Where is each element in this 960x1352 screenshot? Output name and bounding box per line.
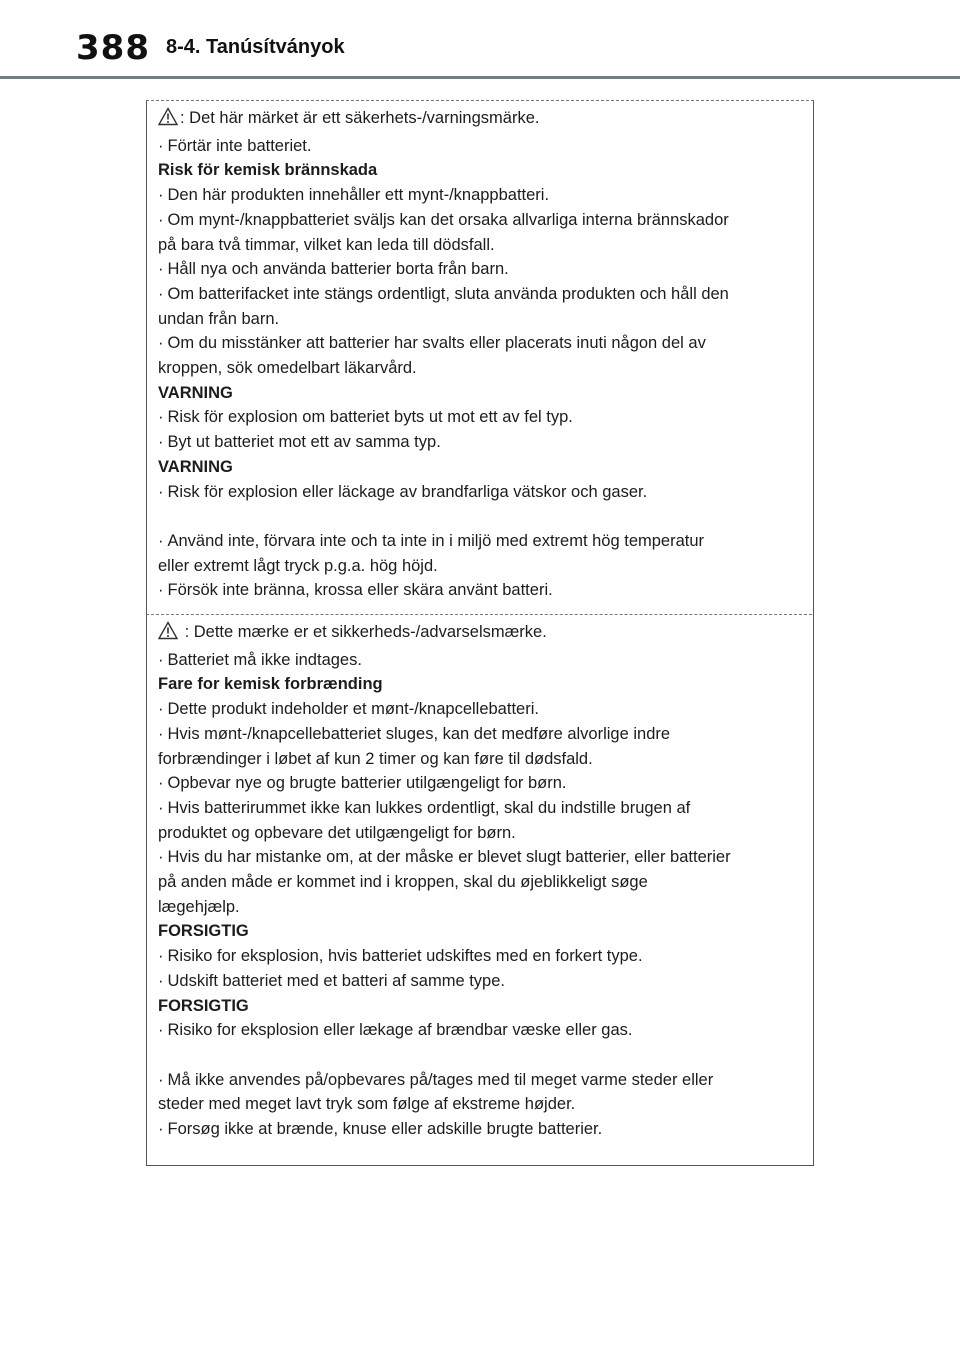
bullet-item [158, 134, 798, 159]
bullet-dot: · [158, 1120, 164, 1139]
warning-heading: FORSIGTIG [158, 996, 249, 1015]
bullet-item [158, 480, 798, 505]
bullet-dot: · [158, 334, 164, 353]
continuation-line: produktet og opbevare det utilgængeligt for børn. [158, 823, 516, 842]
bullet-dot: · [158, 581, 164, 600]
bullet-dot: · [158, 774, 164, 793]
bullet-text: Förtär inte batteriet. [167, 136, 312, 155]
bullet-text: Må ikke anvendes på/opbevares på/tages med til meget varme steder eller [167, 1070, 714, 1089]
bullet-text: Hvis batterirummet ikke kan lukkes ordentligt, skal du indstille brugen af [167, 798, 691, 817]
bullet-dot: · [158, 1021, 164, 1040]
warning-heading: VARNING [158, 383, 233, 402]
bullet-item [158, 697, 798, 722]
bullet-text: Håll nya och använda batterier borta från barn. [167, 260, 509, 279]
bullet-dot: · [158, 482, 164, 501]
bullet-text: Risk för explosion eller läckage av brandfarliga vätskor och gaser. [167, 482, 648, 501]
bullet-dot: · [158, 531, 164, 550]
continuation-line: steder med meget lavt tryk som følge af ekstreme højder. [158, 1095, 576, 1114]
continuation-line: forbrændinger i løbet af kun 2 timer og kan føre til dødsfald. [158, 749, 593, 768]
bullet-text: Försök inte bränna, krossa eller skära använt batteri. [167, 581, 553, 600]
page-header [0, 0, 960, 80]
warning-triangle-icon [158, 107, 178, 134]
section-divider [146, 614, 812, 615]
swedish-warning-text: : Det här märket är ett säkerhets-/varningsmärke. [180, 109, 540, 127]
bullet-text: Om mynt-/knappbatteriet sväljs kan det orsaka allvarliga interna brännskador [167, 210, 729, 229]
bullet-dot: · [158, 724, 164, 743]
bullet-item [158, 1117, 798, 1142]
bullet-text: Om batterifacket inte stängs ordentligt, sluta använda produkten och håll den [167, 284, 729, 303]
danish-lines [158, 648, 798, 1142]
section-title: 8-4. Tanúsítványok [166, 36, 345, 58]
bullet-text: Risiko for eksplosion, hvis batteriet udskiftes med en forkert type. [167, 947, 643, 966]
bullet-dot: · [158, 798, 164, 817]
bullet-item [158, 944, 798, 969]
bullet-dot: · [158, 650, 164, 669]
warning-triangle-icon [158, 621, 178, 648]
bullet-dot: · [158, 136, 164, 155]
bullet-text: Opbevar nye og brugte batterier utilgængeligt for børn. [167, 774, 567, 793]
bullet-item [158, 208, 798, 233]
bullet-item [158, 771, 798, 796]
bullet-item [158, 722, 798, 747]
continuation-line: undan från barn. [158, 309, 280, 328]
blank-line [158, 504, 798, 529]
bullet-item [158, 430, 798, 455]
warning-heading: VARNING [158, 457, 233, 476]
swedish-lines [158, 134, 798, 603]
bullet-text: Batteriet må ikke indtages. [167, 650, 362, 669]
bullet-item [158, 183, 798, 208]
bullet-item [158, 845, 798, 870]
bullet-text: Använd inte, förvara inte och ta inte in i miljö med extremt hög temperatur [167, 531, 705, 550]
bullet-dot: · [158, 284, 164, 303]
bullet-item [158, 648, 798, 673]
bullet-dot: · [158, 971, 164, 990]
continuation-line: lægehjælp. [158, 897, 240, 916]
bullet-dot: · [158, 947, 164, 966]
bullet-item [158, 331, 798, 356]
bullet-item [158, 282, 798, 307]
blank-line [158, 1043, 798, 1068]
page-number: 388 [76, 28, 150, 68]
bullet-dot: · [158, 848, 164, 867]
bullet-text: Dette produkt indeholder et mønt-/knapcellebatteri. [167, 700, 539, 719]
continuation-line: på anden måde er kommet ind i kroppen, skal du øjeblikkeligt søge [158, 873, 648, 892]
bullet-item [158, 1018, 798, 1043]
bullet-text: Den här produkten innehåller ett mynt-/knappbatteri. [167, 186, 550, 205]
warning-heading: Risk för kemisk brännskada [158, 161, 378, 180]
bullet-dot: · [158, 700, 164, 719]
danish-warning-line [158, 620, 798, 648]
bullet-item [158, 257, 798, 282]
bullet-dot: · [158, 408, 164, 427]
header-rule [0, 76, 960, 79]
bullet-dot: · [158, 1070, 164, 1089]
bullet-text: Hvis mønt-/knapcellebatteriet sluges, kan det medføre alvorlige indre [167, 724, 671, 743]
bullet-dot: · [158, 186, 164, 205]
continuation-line: på bara två timmar, vilket kan leda till dödsfall. [158, 235, 495, 254]
bullet-text: Om du misstänker att batterier har svalts eller placerats inuti någon del av [167, 334, 706, 353]
swedish-block [158, 106, 798, 603]
bullet-item [158, 405, 798, 430]
bullet-text: Hvis du har mistanke om, at der måske er blevet slugt batterier, eller batterier [167, 848, 731, 867]
warning-heading: Fare for kemisk forbrænding [158, 675, 383, 694]
bullet-text: Forsøg ikke at brænde, knuse eller adskille brugte batterier. [167, 1120, 603, 1139]
bullet-text: Risk för explosion om batteriet byts ut mot ett av fel typ. [167, 408, 573, 427]
bullet-dot: · [158, 210, 164, 229]
bullet-item [158, 1068, 798, 1093]
bullet-dot: · [158, 433, 164, 452]
bullet-text: Byt ut batteriet mot ett av samma typ. [167, 433, 441, 452]
bullet-text: Udskift batteriet med et batteri af samme type. [167, 971, 505, 990]
continuation-line: kroppen, sök omedelbart läkarvård. [158, 359, 417, 378]
bullet-item [158, 578, 798, 603]
warning-heading: FORSIGTIG [158, 922, 249, 941]
bullet-dot: · [158, 260, 164, 279]
bullet-item [158, 969, 798, 994]
bullet-item [158, 529, 798, 554]
continuation-line: eller extremt lågt tryck p.g.a. hög höjd. [158, 556, 438, 575]
swedish-warning-line [158, 106, 798, 134]
bullet-text: Risiko for eksplosion eller lækage af brændbar væske eller gas. [167, 1021, 633, 1040]
danish-warning-text: : Dette mærke er et sikkerheds-/advarselsmærke. [180, 623, 547, 641]
bullet-item [158, 796, 798, 821]
danish-block [158, 620, 798, 1142]
